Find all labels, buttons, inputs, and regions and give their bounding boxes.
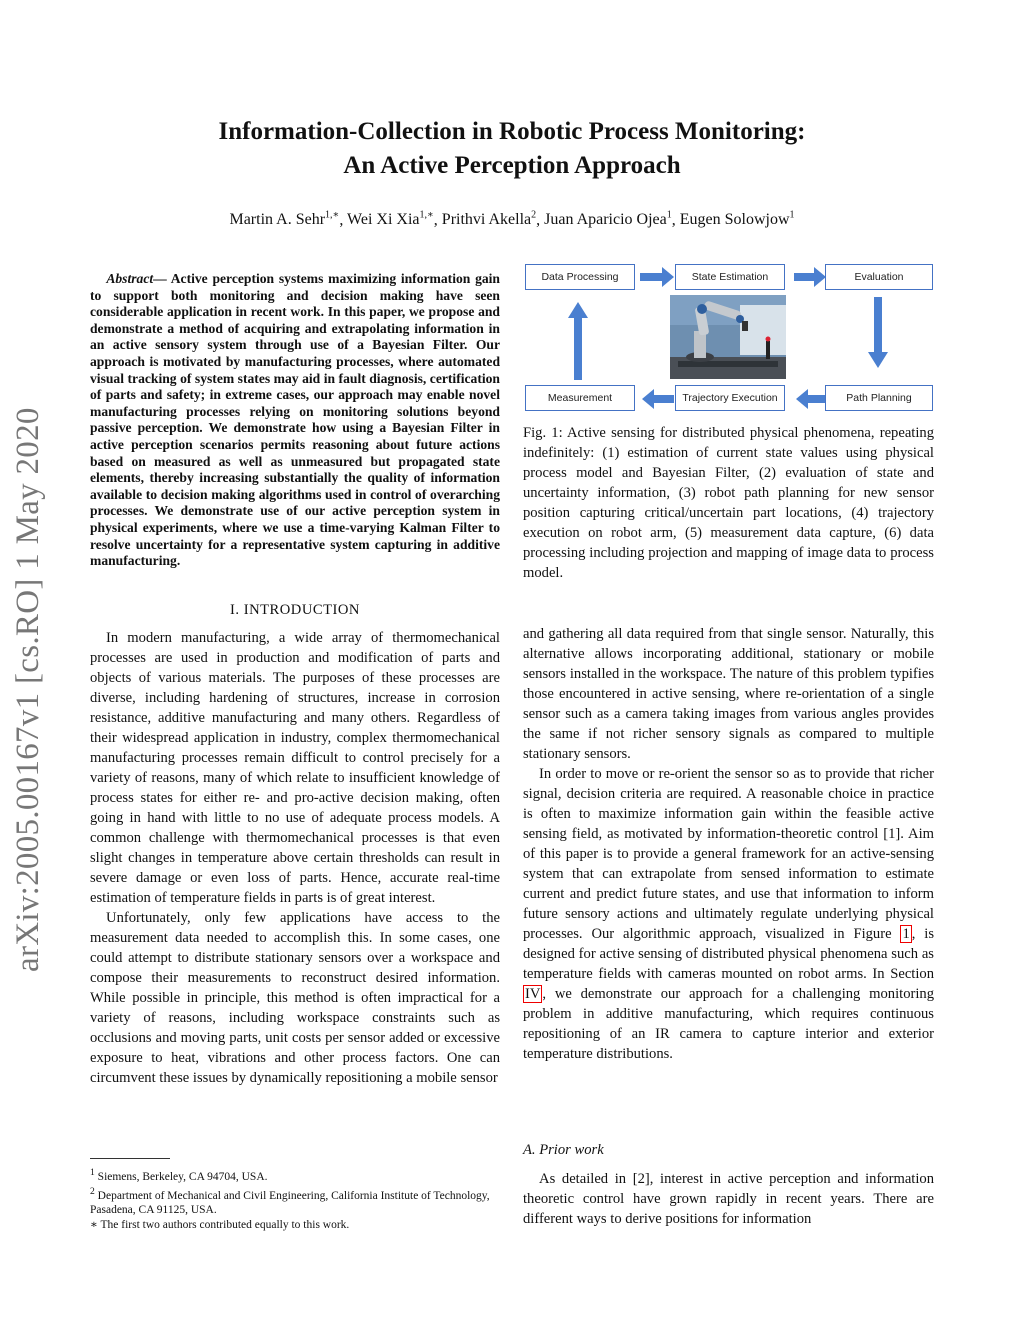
box-data-processing: Data Processing — [525, 264, 635, 290]
abstract-label: Abstract — [106, 271, 154, 286]
arrow-right-1 — [640, 267, 674, 287]
author-1: Martin A. Sehr$^{1,∗}$ — [229, 210, 340, 229]
prior-work-text — [523, 1169, 934, 1229]
footnote-3: ∗ The first two authors contributed equally to this work. — [90, 1218, 350, 1231]
author-3: Prithvi Akella$^2$ — [441, 210, 537, 229]
figure-1-caption: Fig. 1: Active sensing for distributed physical phenomena, repeating indefinitely: (1) estimation of current state values using physical process model and Bayesian Filter, (2) evaluation of state and uncertainty information, (3) robot path planning for new sensor position capturing critical/uncertain part locations, (4) trajectory execution on robot arm, (5) measurement data capture, (6) data processing including projection and mapping of image data to process model. — [523, 425, 934, 581]
box-state-estimation: State Estimation — [675, 264, 785, 290]
right-paragraph-2: In order to move or re-orient the sensor so as to provide that richer signal, decision criteria are required. A reasonable choice in practice is often to maximize information gain within the feasible active sensing field, as motivated by information-theoretic control [1]. Aim of this paper is to provide a general framework for an active-sensing system that can extrapolate from sensed information to estimate current and predict future states, and use that information to inform future sensory actions and ultimately regulate underlying physical processes. Our algorithmic approach, visualized in Figure 1 , is designed for active sensing of distributed physical phenomena such as temperature fields with cameras mounted on robot arms. In Section IV , we demonstrate our approach for a challenging monitoring problem in additive manufacturing, which requires continuous repositioning of an IR camera to capture interior and exterior temperature distributions. — [523, 766, 934, 1062]
author-5: Eugen Solowjow$^1$ — [679, 210, 795, 229]
abstract-text: — Active perception systems maximizing information gain to support both monitoring and decision making have seen considerable application in recent work. In this paper, we propose and demonstrate a method of acquiring and extrapolating information in an active sensory system through use of a Bayesian Filter. Our approach is motivated by manufacturing processes, where automated visual tracking of system states may aid in fault diagnosis, certification of parts and safety; in extreme cases, our approach may enable novel manufacturing processes relying on monitoring solutions beyond passive perception. We demonstrate how using a Bayesian Filter in active perception scenarios permits reasoning about future actions based on measured as well as unmeasured but propagated state elements, thereby increasing substantially the quality of information available to decision making algorithms used in control of overarching processes. We demonstrate use of our active perception system in physical experiments, where we use a time-varying Kalman Filter to resolve uncertainty for a representative system capturing in additive manufacturing. — [90, 271, 500, 569]
subsection-prior-work: A. Prior work — [523, 1142, 604, 1158]
title-line-2: An Active Perception Approach — [343, 152, 681, 179]
box-path-planning: Path Planning — [825, 385, 933, 411]
arrow-right-2 — [794, 267, 826, 287]
arrow-up — [568, 302, 588, 380]
box-measurement: Measurement — [525, 385, 635, 411]
right-paragraph-1: and gathering all data required from that single sensor. Naturally, this alternative allows incorporating additional, stationary or mobile sensors installed in the workspace. The nature of this problem typifies those encountered in active sensing, where re-orientation of a single sensor such as a camera taking images from various angles provides the same if not richer sensory signals as compared to multiple stationary sensors. — [523, 626, 934, 762]
intro-right-column — [523, 624, 934, 1064]
arrow-left-2 — [642, 389, 674, 409]
arrow-down — [868, 297, 888, 368]
section-heading-introduction: I. INTRODUCTION — [230, 602, 360, 618]
footnotes — [90, 1166, 500, 1233]
author-list: Martin A. Sehr$^{1,∗}$, Wei Xi Xia$^{1,∗}$, Prithvi Akella$^2$, Juan Aparicio Ojea$^1$, Eugen Solowjow$^1$ — [229, 210, 795, 229]
box-trajectory-execution: Trajectory Execution — [675, 385, 785, 411]
author-2: Wei Xi Xia$^{1,∗}$ — [347, 210, 434, 229]
figure-1-link[interactable]: 1 — [902, 926, 910, 942]
intro-paragraph-1: In modern manufacturing, a wide array of thermomechanical processes are used in production and modification of parts and objects of various materials. The purposes of these processes are diverse, including hardening of structures, increase in corrosion resistance, additive manufacturing and many others. Regardless of their widespread application in industry, complex thermomechanical manufacturing processes remain difficult to control precisely for a variety of reasons, many of which relate to insufficient knowledge of process states for either re- and pro-active decision making, often going in hand with little to no use of adequate process models. A common challenge with thermomechanical processes is that even slight changes in temperature above certain thresholds can result in severe damage or even loss of parts. Hence, accurate real-time estimation of temperature fields in parts is of great interest. — [90, 630, 500, 906]
footnote-1: $^1$ Siemens, Berkeley, CA 94704, USA. — [90, 1167, 268, 1183]
intro-left-column — [90, 628, 500, 1088]
footnote-2: $^2$ Department of Mechanical and Civil Engineering, California Institute of Technology, Pasadena, CA 91125, USA. — [90, 1185, 490, 1216]
footnote-rule — [90, 1158, 170, 1159]
right-paragraph-3: As detailed in [2], interest in active perception and information theoretic control have grown rapidly in recent years. There are different ways to derive positions for information — [523, 1171, 934, 1227]
arxiv-stamp: arXiv:2005.00167v1 [cs.RO] 1 May 2020 — [10, 407, 46, 972]
section-iv-link[interactable]: IV — [525, 986, 541, 1002]
figure-1 — [522, 262, 934, 417]
robot-arm-photo — [670, 295, 786, 379]
box-evaluation: Evaluation — [825, 264, 933, 290]
author-4: Juan Aparicio Ojea$^1$ — [544, 210, 672, 229]
intro-paragraph-2: Unfortunately, only few applications have access to the measurement data needed to accomplish this. In some cases, one could attempt to distribute stationary sensors over a workspace and compose their measurements to reconstruct desired information. While possible in principle, this method is often impractical for a variety of reasons, including workspace constraints such as occlusions and moving parts, unit costs per sensor added or excessive exposure to heat, vibrations and other process factors. One can circumvent these issues by dynamically repositioning a mobile sensor — [90, 910, 500, 1086]
abstract — [90, 271, 500, 570]
title-line-1: Information-Collection in Robotic Process Monitoring: — [218, 118, 806, 145]
paper-title — [0, 115, 1024, 183]
arrow-left-1 — [796, 389, 828, 409]
